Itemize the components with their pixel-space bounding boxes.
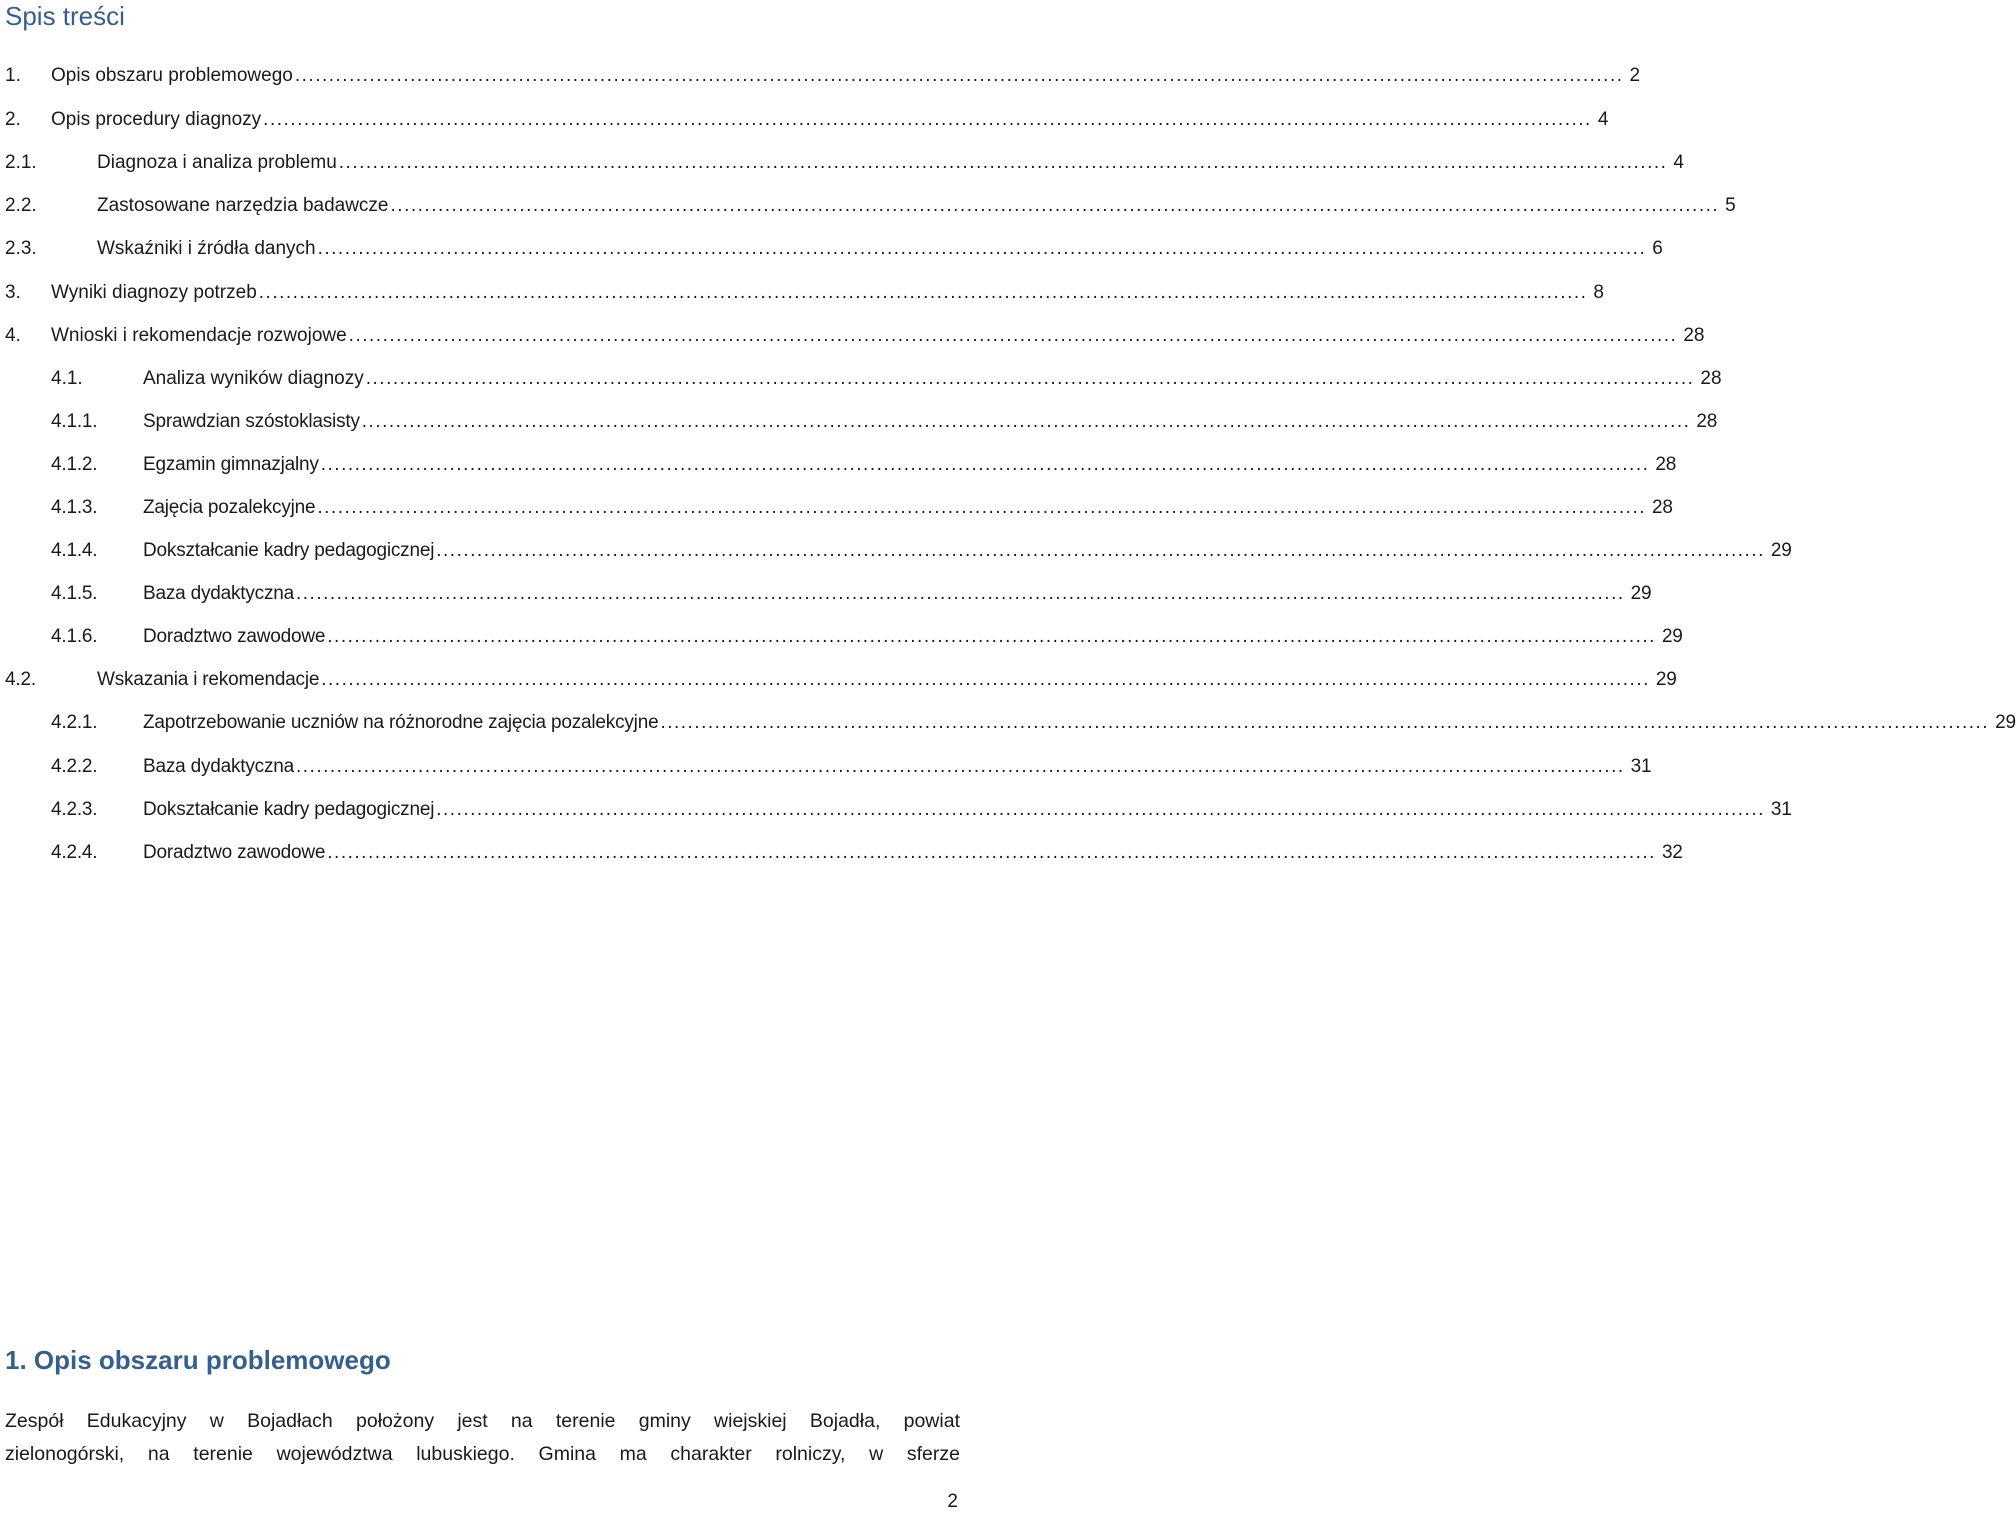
toc-entry-page: 31: [1630, 756, 1652, 777]
toc-leader-dots: ....................................................................................................................................................................................................: [321, 669, 1650, 690]
toc-entry-title: Wskazania i rekomendacje: [97, 666, 319, 694]
toc-entry[interactable]: [0, 235, 1663, 263]
toc-leader-dots: ....................................................................................................................................................................................................: [348, 325, 1678, 346]
toc-entry-title: Sprawdzian szóstoklasisty: [143, 408, 360, 436]
toc-entry[interactable]: [0, 322, 1705, 350]
toc-entry-number: 2.: [5, 109, 21, 130]
toc-entry[interactable]: [0, 149, 1684, 177]
toc-entry-title: Dokształcanie kadry pedagogicznej: [143, 796, 434, 824]
toc-entry-number: 4.2.: [5, 669, 36, 690]
toc-entry-title: Opis obszaru problemowego: [51, 62, 293, 90]
toc-entry-number: 4.1.6.: [51, 626, 98, 647]
toc-entry[interactable]: [0, 580, 1652, 608]
toc-entry-number: 4.1.3.: [51, 497, 98, 518]
toc-entry-number: 4.1.5.: [51, 583, 98, 604]
toc-leader-dots: ....................................................................................................................................................................................................: [258, 282, 1588, 303]
toc-entry-title: Zajęcia pozalekcyjne: [143, 494, 315, 522]
toc-leader-dots: ....................................................................................................................................................................................................: [296, 756, 1625, 777]
toc-entry-number: 4.1.1.: [51, 411, 98, 432]
toc-entry-page: 4: [1673, 152, 1684, 173]
toc-entry-page: 29: [1995, 712, 2016, 733]
toc-leader-dots: ....................................................................................................................................................................................................: [338, 152, 1668, 173]
toc-entry-number: 4.1.2.: [51, 454, 98, 475]
toc-entry[interactable]: [0, 451, 1677, 479]
toc-entry-page: 29: [1770, 540, 1792, 561]
toc-entry-page: 29: [1661, 626, 1683, 647]
toc-entry-title: Egzamin gimnazjalny: [143, 451, 319, 479]
toc-leader-dots: ....................................................................................................................................................................................................: [320, 454, 1650, 475]
paragraph-line: Zespół Edukacyjny w Bojadłach położony jest na terenie gminy wiejskiej Bojadła, powiat: [5, 1410, 960, 1432]
toc-entry-page: 4: [1597, 109, 1609, 130]
toc-entry-title: Analiza wyników diagnozy: [143, 365, 364, 393]
toc-entry[interactable]: [0, 623, 1683, 651]
toc-entry-page: 32: [1661, 842, 1683, 863]
toc-leader-dots: ....................................................................................................................................................................................................: [660, 712, 1990, 733]
toc-entry[interactable]: [0, 365, 1722, 393]
toc-entry-title: Wyniki diagnozy potrzeb: [51, 279, 257, 307]
toc-leader-dots: ....................................................................................................................................................................................................: [296, 583, 1625, 604]
toc-entry-page: 6: [1652, 238, 1663, 259]
toc-entry[interactable]: [0, 839, 1683, 867]
toc-entry-number: 2.1.: [5, 152, 37, 173]
section-heading: 1. Opis obszaru problemowego: [5, 1345, 391, 1375]
toc-entry-page: 8: [1593, 282, 1604, 303]
toc-entry-title: Wskaźniki i źródła danych: [97, 235, 316, 263]
toc-entry[interactable]: [0, 106, 1609, 134]
toc-leader-dots: ....................................................................................................................................................................................................: [327, 842, 1656, 863]
toc-entry[interactable]: [0, 279, 1604, 307]
toc-entry-title: Dokształcanie kadry pedagogicznej: [143, 537, 434, 565]
page-number: 2: [947, 1491, 958, 1512]
toc-entry-page: 2: [1629, 65, 1641, 86]
toc-leader-dots: ....................................................................................................................................................................................................: [365, 368, 1695, 389]
toc-entry-number: 2.2.: [5, 195, 37, 216]
toc-entry-number: 4.2.2.: [51, 756, 98, 777]
paragraph-line: zielonogórski, na terenie województwa lubuskiego. Gmina ma charakter rolniczy, w sferze: [5, 1443, 960, 1465]
toc-entry[interactable]: [0, 62, 1641, 90]
toc-entry-number: 4.: [5, 325, 21, 346]
toc-leader-dots: ....................................................................................................................................................................................................: [317, 238, 1647, 259]
toc-entry-number: 1.: [5, 65, 21, 86]
toc-entry[interactable]: [0, 753, 1652, 781]
toc-entry-title: Baza dydaktyczna: [143, 753, 294, 781]
toc-entry-number: 4.2.4.: [51, 842, 98, 863]
toc-entry-number: 2.3.: [5, 238, 37, 259]
toc-entry-number: 4.1.4.: [51, 540, 98, 561]
toc-entry-title: Zastosowane narzędzia badawcze: [97, 192, 389, 220]
toc-leader-dots: ....................................................................................................................................................................................................: [317, 497, 1647, 518]
toc-entry-number: 4.2.1.: [51, 712, 98, 733]
toc-entry-number: 3.: [5, 282, 21, 303]
toc-entry-title: Doradztwo zawodowe: [143, 839, 325, 867]
toc-entry-page: 31: [1770, 799, 1792, 820]
body-paragraph: [5, 1405, 960, 1471]
toc-entry-title: Wnioski i rekomendacje rozwojowe: [51, 322, 347, 350]
toc-entry-number: 4.1.: [51, 368, 83, 389]
toc-leader-dots: ....................................................................................................................................................................................................: [294, 65, 1624, 86]
toc-entry-page: 28: [1683, 325, 1705, 346]
toc-title: Spis treści: [5, 1, 125, 31]
toc-entry-page: 28: [1655, 454, 1677, 475]
toc-entry[interactable]: [0, 709, 2016, 737]
toc-entry[interactable]: [0, 192, 1736, 220]
toc-entry-page: 29: [1655, 669, 1677, 690]
toc-entry-page: 28: [1700, 368, 1722, 389]
toc-entry-title: Opis procedury diagnozy: [51, 106, 261, 134]
toc-entry[interactable]: [0, 494, 1673, 522]
toc-leader-dots: ....................................................................................................................................................................................................: [327, 626, 1656, 647]
toc-entry-number: 4.2.3.: [51, 799, 98, 820]
toc-leader-dots: ....................................................................................................................................................................................................: [390, 195, 1720, 216]
toc-entry-title: Baza dydaktyczna: [143, 580, 294, 608]
toc-leader-dots: ....................................................................................................................................................................................................: [361, 411, 1691, 432]
toc-entry[interactable]: [0, 666, 1677, 694]
toc-entry-page: 29: [1630, 583, 1652, 604]
toc-leader-dots: ....................................................................................................................................................................................................: [436, 799, 1765, 820]
toc-entry[interactable]: [0, 796, 1792, 824]
toc-entry[interactable]: [0, 537, 1792, 565]
toc-entry-title: Diagnoza i analiza problemu: [97, 149, 337, 177]
toc-entry[interactable]: [0, 408, 1718, 436]
toc-entry-page: 28: [1652, 497, 1673, 518]
toc-leader-dots: ....................................................................................................................................................................................................: [436, 540, 1765, 561]
toc-leader-dots: ....................................................................................................................................................................................................: [263, 109, 1592, 130]
toc-entry-page: 5: [1725, 195, 1736, 216]
toc-entry-page: 28: [1696, 411, 1718, 432]
toc-entry-title: Zapotrzebowanie uczniów na różnorodne zajęcia pozalekcyjne: [143, 709, 658, 737]
toc-entry-title: Doradztwo zawodowe: [143, 623, 325, 651]
